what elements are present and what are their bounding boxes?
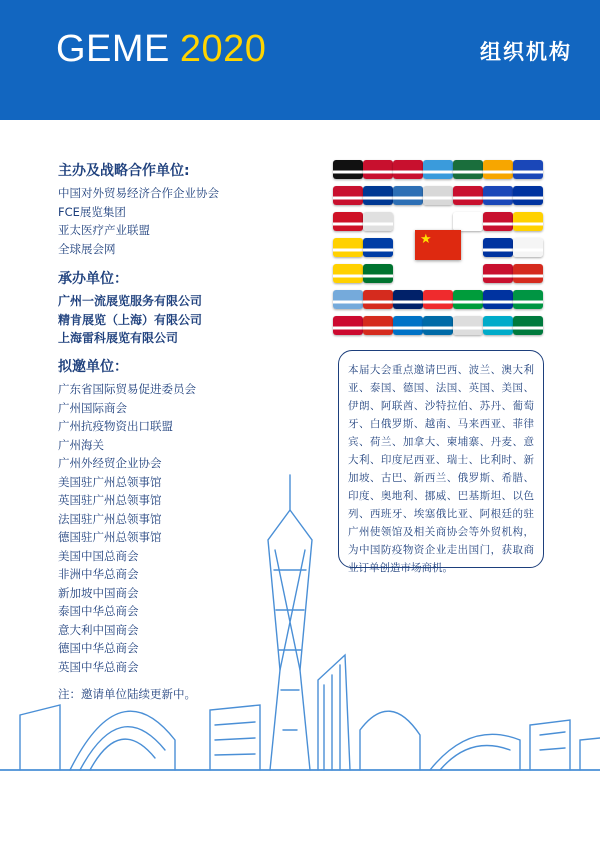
list-item: 广州国际商会 — [58, 400, 127, 415]
country-flag-icon — [363, 238, 393, 257]
country-flag-icon — [393, 290, 423, 309]
list-item: 广州一流展览服务有限公司 — [58, 294, 203, 308]
list-item: 精肯展览（上海）有限公司 — [58, 312, 203, 327]
country-flag-icon — [483, 238, 513, 257]
header-banner — [0, 0, 600, 120]
country-flag-icon — [453, 316, 483, 335]
country-flag-icon — [483, 316, 513, 335]
country-flag-icon — [393, 316, 423, 335]
country-flag-icon — [453, 290, 483, 309]
country-flag-icon — [333, 238, 363, 257]
country-flag-icon — [513, 238, 543, 257]
country-flag-icon — [513, 212, 543, 231]
organizers-heading: 主办及战略合作单位: — [58, 163, 190, 179]
list-item: 新加坡中国商会 — [58, 585, 139, 600]
country-flag-icon — [363, 290, 393, 309]
country-flag-icon — [393, 160, 423, 179]
list-item: 非洲中华总商会 — [58, 567, 139, 581]
list-item: 亚太医疗产业联盟 — [58, 223, 150, 237]
country-flag-icon — [333, 264, 363, 283]
event-year: 2020 — [179, 28, 267, 70]
contractors-heading: 承办单位： — [58, 271, 128, 287]
list-item: 广州外经贸企业协会 — [58, 456, 162, 470]
organizers-section — [58, 160, 219, 258]
list-item: 英国中华总商会 — [58, 659, 139, 674]
list-item: 德国中华总商会 — [58, 641, 139, 655]
country-flag-icon — [333, 316, 363, 335]
invited-heading: 拟邀单位： — [58, 359, 128, 375]
invitation-info-box: 本届大会重点邀请巴西、波兰、澳大利亚、泰国、德国、法国、英国、美国、伊朗、阿联酋、沙特拉伯、苏丹、葡萄牙、白俄罗斯、越南、马来西亚、菲律宾、荷兰、加拿大、柬埔寨、丹麦、意大利、印度尼西亚、瑞士、比利时、新加坡、古巴、新西兰、俄罗斯、希腊、印度、奥地利、挪威、巴基斯坦、以色列、西班牙、埃塞俄比亚、阿根廷的驻广州使领馆及相关商协会等外贸机构，为中国防疫物资企业走出国门，获取商业订单创造市场商机。 — [338, 350, 544, 568]
country-flag-icon — [483, 212, 513, 231]
country-flag-icon — [333, 186, 363, 205]
china-flag-icon: ★ — [415, 230, 461, 260]
list-item: 广州海关 — [58, 437, 104, 452]
country-flag-icon — [363, 160, 393, 179]
section-title: 组织机构 — [480, 40, 572, 64]
country-flag-icon — [513, 264, 543, 283]
list-item: 美国中国总商会 — [58, 548, 139, 563]
contractors-list — [58, 292, 202, 348]
list-item: 意大利中国商会 — [58, 622, 139, 637]
list-item: 法国驻广州总领事馆 — [58, 511, 162, 526]
city-skyline-illustration — [0, 470, 600, 841]
country-flag-icon — [363, 264, 393, 283]
list-item: FCE展览集团 — [58, 204, 126, 219]
country-flag-icon — [453, 212, 483, 231]
country-flag-icon — [513, 316, 543, 335]
list-item: 德国驻广州总领事馆 — [58, 530, 162, 544]
country-flag-icon — [513, 160, 543, 179]
country-flag-icon — [333, 160, 363, 179]
country-flag-icon — [363, 186, 393, 205]
country-flag-icon — [423, 290, 453, 309]
country-flag-icon — [483, 186, 513, 205]
organizers-list — [58, 184, 219, 258]
list-item: 广州抗疫物资出口联盟 — [58, 419, 173, 433]
country-flag-icon — [453, 160, 483, 179]
country-flag-icon — [423, 316, 453, 335]
country-flag-icon — [363, 212, 393, 231]
list-item: 美国驻广州总领事馆 — [58, 474, 162, 489]
country-flag-icon — [483, 290, 513, 309]
country-flag-icon — [423, 186, 453, 205]
contractors-section — [58, 268, 202, 348]
event-title — [56, 28, 266, 71]
list-item: 中国对外贸易经济合作企业协会 — [58, 186, 219, 200]
list-item: 泰国中华总商会 — [58, 604, 139, 618]
country-flag-icon — [423, 160, 453, 179]
list-item: 英国驻广州总领事馆 — [58, 493, 162, 507]
country-flag-icon — [333, 290, 363, 309]
list-item: 上海雷科展览有限公司 — [58, 331, 179, 345]
country-flag-icon — [393, 186, 423, 205]
list-item: 全球展会网 — [58, 241, 116, 256]
country-flag-icon — [483, 160, 513, 179]
country-flag-icon — [513, 290, 543, 309]
country-flag-icon — [453, 186, 483, 205]
event-name: GEME — [56, 28, 170, 70]
country-flag-icon — [363, 316, 393, 335]
country-flag-icon — [513, 186, 543, 205]
list-item: 广东省国际贸易促进委员会 — [58, 382, 196, 396]
update-note: 注：邀请单位陆续更新中。 — [58, 687, 196, 701]
country-flag-icon — [333, 212, 363, 231]
country-flag-icon — [483, 264, 513, 283]
